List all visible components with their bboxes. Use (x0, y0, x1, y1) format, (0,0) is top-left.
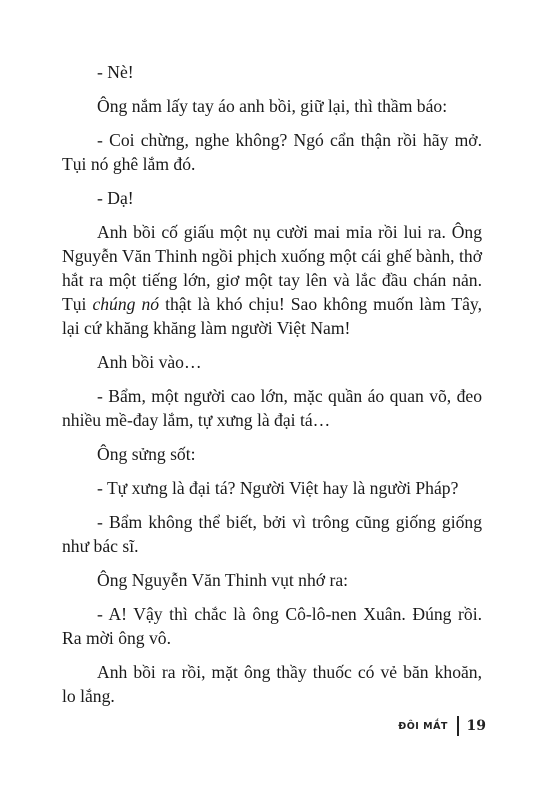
paragraph-5-after: thật là khó chịu! Sao không muốn làm Tây, lại cứ khăng khăng làm người Việt Nam! (62, 294, 482, 338)
page-number: 19 (466, 718, 486, 734)
paragraph-1: - Nè! (97, 62, 134, 82)
book-title: ĐÔI MẮT (398, 720, 448, 732)
paragraph-3: - Coi chừng, nghe không? Ngó cẩn thận rồi hãy mở. Tụi nó ghê lắm đó. (62, 130, 482, 174)
footer-divider (457, 716, 459, 736)
paragraph-13: Anh bồi ra rồi, mặt ông thầy thuốc có vẻ băn khoăn, lo lắng. (62, 662, 482, 706)
paragraph-7: - Bẩm, một người cao lớn, mặc quần áo quan võ, đeo nhiều mề-đay lắm, tự xưng là đại tá… (62, 386, 482, 430)
paragraph-5 (62, 220, 482, 340)
paragraph-5-italic: chúng nó (92, 294, 160, 314)
paragraph-11: Ông Nguyễn Văn Thinh vụt nhớ ra: (97, 570, 349, 590)
paragraph-8: Ông sửng sốt: (97, 444, 196, 464)
paragraph-10: - Bẩm không thể biết, bởi vì trông cũng giống giống như bác sĩ. (62, 512, 482, 556)
paragraph-2: Ông nắm lấy tay áo anh bồi, giữ lại, thì thầm báo: (97, 96, 448, 116)
paragraph-6: Anh bồi vào… (97, 352, 202, 372)
page-footer (398, 716, 486, 736)
page-body (62, 60, 482, 718)
paragraph-5-before: Anh bồi cố giấu một nụ cười mai mỉa rồi lui ra. Ông Nguyễn Văn Thinh ngồi phịch xuống một cái ghế bành, thở hắt ra một tiếng lớn, giơ một tay lên và lắc đầu chán nản. Tụi (62, 222, 482, 314)
paragraph-4: - Dạ! (97, 188, 134, 208)
paragraph-12: - A! Vậy thì chắc là ông Cô-lô-nen Xuân. Đúng rồi. Ra mời ông vô. (62, 604, 482, 648)
paragraph-9: - Tự xưng là đại tá? Người Việt hay là người Pháp? (97, 478, 459, 498)
